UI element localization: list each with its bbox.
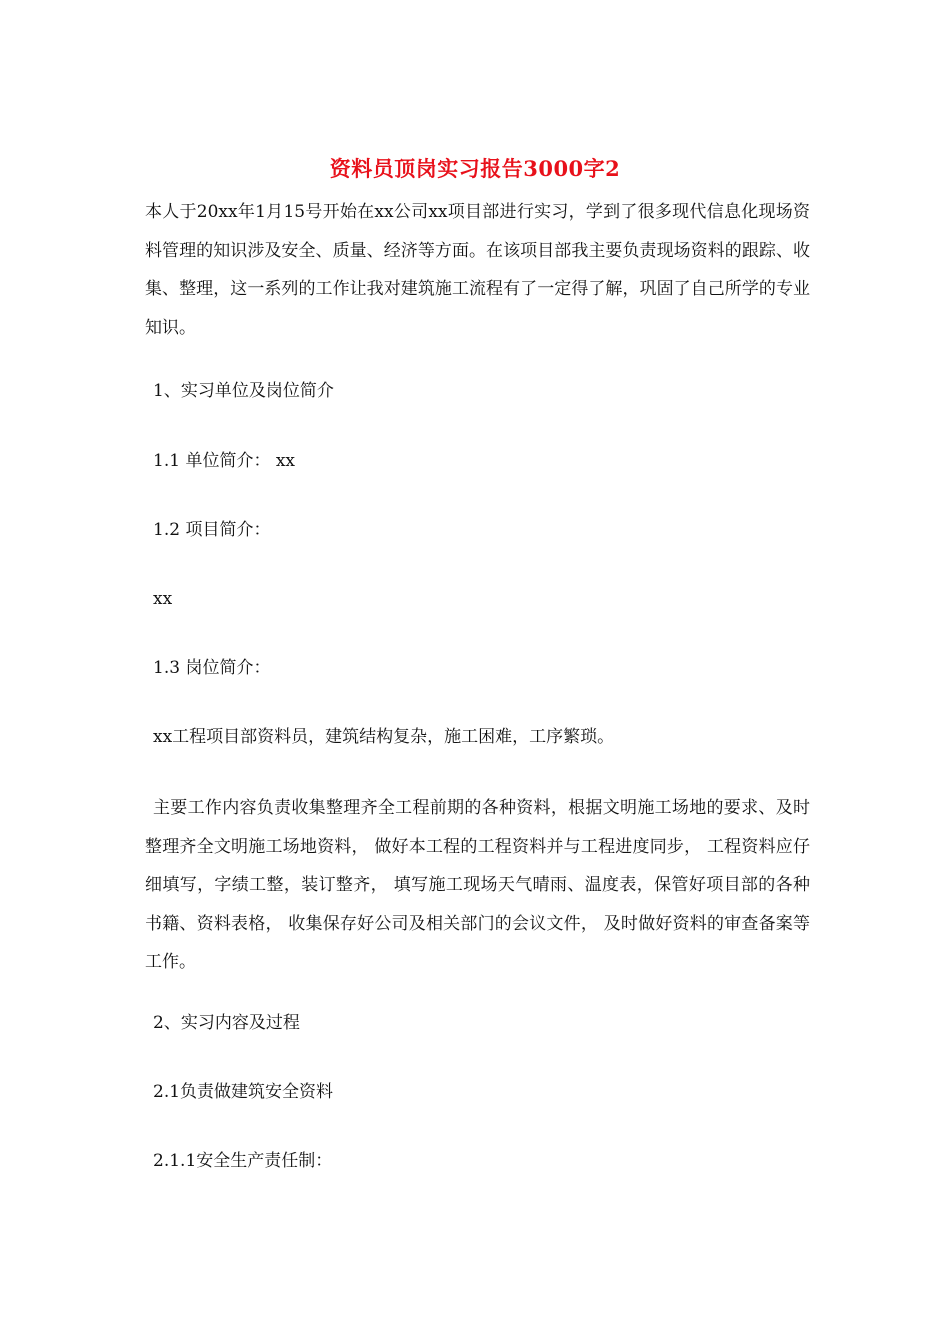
section-1-1-heading: 1.1 单位简介： xx — [153, 451, 296, 471]
section-1-2-heading: 1.2 项目简介： — [153, 520, 271, 540]
section-1-heading: 1、实习单位及岗位简介 — [153, 381, 334, 401]
section-2-heading: 2、实习内容及过程 — [153, 1013, 300, 1033]
section-1-2-body: xx — [153, 589, 173, 609]
section-1-3-body: xx工程项目部资料员，建筑结构复杂，施工困难，工序繁琐。 — [153, 727, 615, 747]
intro-paragraph: 本人于20xx年1月15号开始在xx公司xx项目部进行实习，学到了很多现代信息化现场资料管理的知识涉及安全、质量、经济等方面。在该项目部我主要负责现场资料的跟踪、收集、整理，这一系列的工作让我对建筑施工流程有了一定得了解，巩固了自己所学的专业知识。 — [145, 202, 810, 338]
section-2-1-1-heading: 2.1.1安全生产责任制： — [153, 1151, 333, 1171]
section-2-1-heading: 2.1负责做建筑安全资料 — [153, 1082, 334, 1102]
duties-paragraph: 主要工作内容负责收集整理齐全工程前期的各种资料，根据文明施工场地的要求、及时整理齐全文明施工场地资料， 做好本工程的工程资料并与工程进度同步， 工程资料应仔细填写，字绩工整，装订整齐， 填写施工现场天气晴雨、温度表，保管好项目部的各种书籍、资料表格， 收集保存好公司及相关部门的会议文件， 及时做好资料的审查备案等工作。 — [145, 798, 810, 972]
document-title: 资料员顶岗实习报告3000字2 — [329, 156, 621, 181]
section-1-3-heading: 1.3 岗位简介： — [153, 658, 271, 678]
